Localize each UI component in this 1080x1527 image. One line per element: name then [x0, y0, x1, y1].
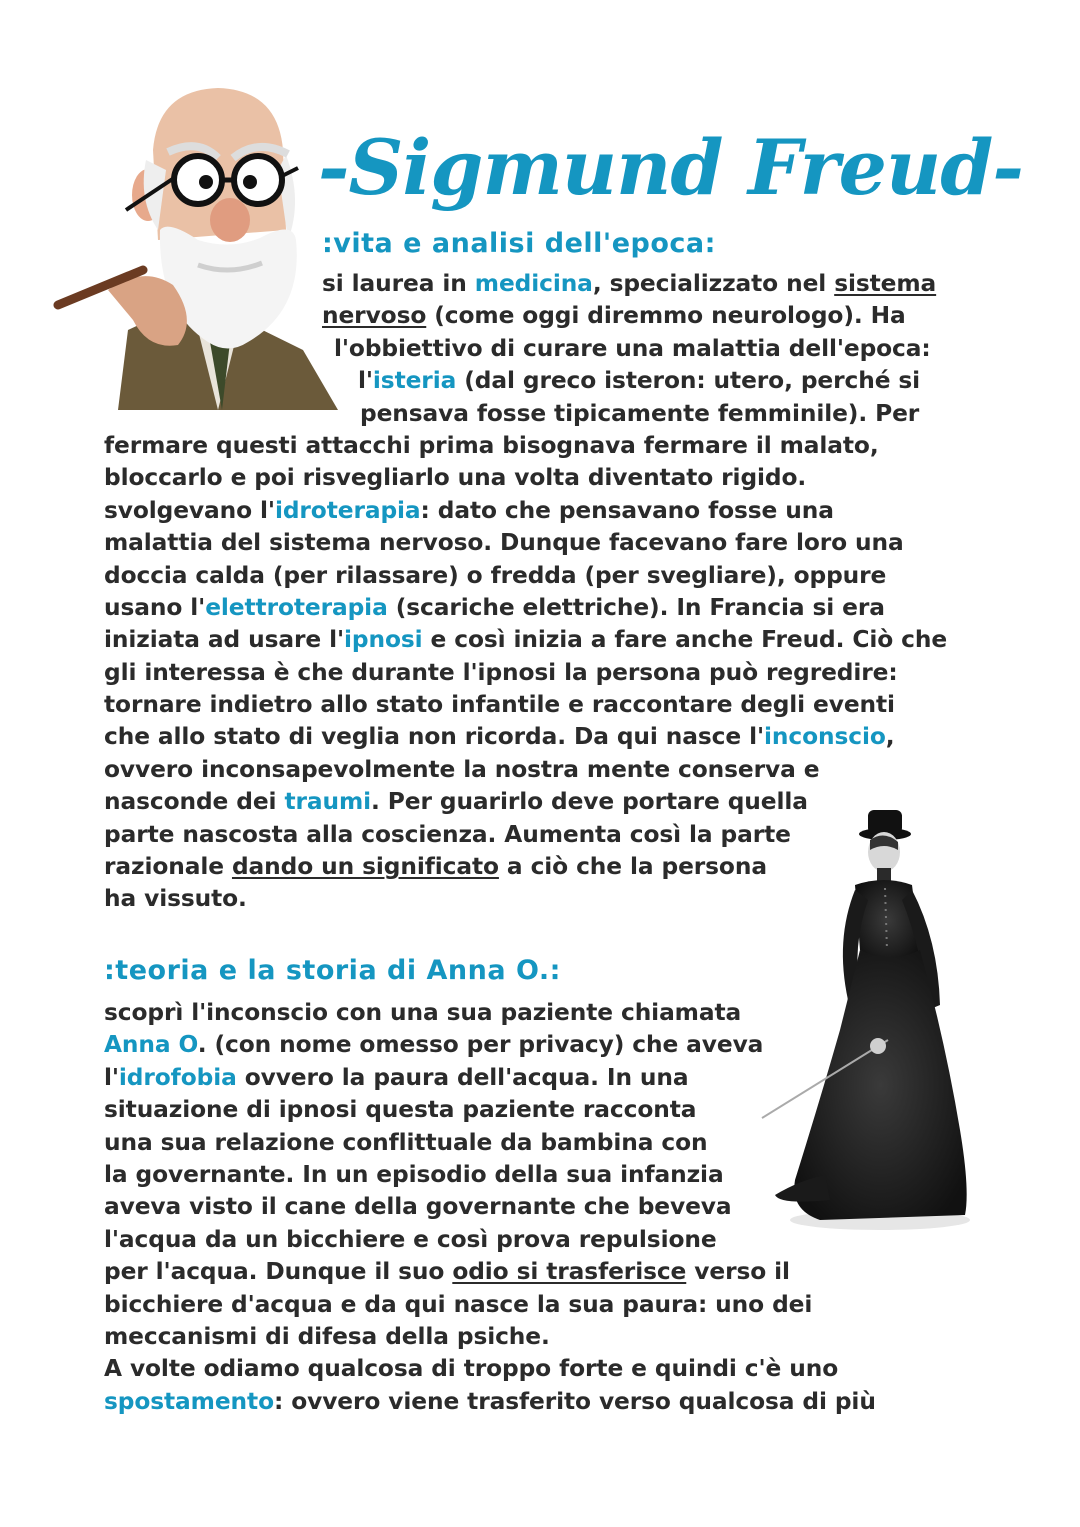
- section-heading-vita: :vita e analisi dell'epoca:: [322, 228, 716, 259]
- highlighted-term: medicina: [474, 270, 593, 297]
- text-segment: (dal greco isteron: utero, perché si: [456, 367, 921, 395]
- text-segment: A volte odiamo qualcosa di troppo forte e quindi c'è uno: [104, 1355, 839, 1383]
- text-segment: tornare indietro allo stato infantile e raccontare degli eventi: [104, 691, 895, 719]
- text-segment: (come oggi diremmo neurologo). Ha: [426, 302, 906, 330]
- text-segment: ovvero la paura dell'acqua. In una: [236, 1063, 689, 1091]
- text-line: [104, 1321, 1024, 1353]
- text-segment: fermare questi attacchi prima bisognava fermare il malato,: [104, 431, 879, 459]
- text-segment: che allo stato di veglia non ricorda. Da qui nasce l': [104, 723, 764, 751]
- text-segment: a ciò che la persona: [498, 853, 767, 881]
- text-segment: meccanismi di difesa della psiche.: [104, 1322, 550, 1350]
- highlighted-term: idroterapia: [274, 496, 421, 524]
- text-segment: usano l': [104, 593, 206, 621]
- text-line: [0, 365, 1080, 397]
- text-segment: pensava fosse tipicamente femminile). Per: [360, 399, 920, 427]
- text-line: [104, 1029, 1024, 1061]
- text-segment: : dato che pensavano fosse una: [420, 496, 834, 524]
- text-line: [104, 1353, 1024, 1385]
- page-title: -Sigmund Freud-: [318, 123, 1023, 212]
- text-line: [104, 1386, 1024, 1418]
- text-segment: l': [104, 1063, 119, 1091]
- underlined-phrase: sistema: [834, 270, 937, 297]
- text-segment: ovvero inconsapevolmente la nostra mente conserva e: [104, 755, 820, 783]
- section-body-anna: [104, 997, 1024, 1418]
- text-line: [104, 1127, 1024, 1159]
- highlighted-term: inconscio: [764, 723, 886, 751]
- text-segment: , specializzato nel: [592, 270, 835, 297]
- text-segment: (scariche elettriche). In Francia si era: [387, 593, 885, 621]
- text-segment: . Per guarirlo deve portare quella: [371, 788, 808, 816]
- underlined-phrase: dando un significato: [231, 853, 499, 881]
- text-segment: bicchiere d'acqua e da qui nasce la sua paura: uno dei: [104, 1290, 813, 1318]
- text-segment: aveva visto il cane della governante che beveva: [104, 1193, 732, 1221]
- text-segment: : ovvero viene trasferito verso qualcosa di più: [273, 1387, 876, 1415]
- underlined-phrase: nervoso: [322, 302, 427, 330]
- text-line: [0, 527, 1080, 559]
- text-segment: iniziata ad usare l': [104, 626, 344, 654]
- text-segment: si laurea in: [322, 270, 475, 297]
- text-line: [104, 1256, 1024, 1288]
- text-line: [104, 1094, 1024, 1126]
- text-segment: ,: [885, 723, 895, 751]
- text-segment: per l'acqua. Dunque il suo: [104, 1258, 453, 1286]
- text-segment: situazione di ipnosi questa paziente racconta: [104, 1096, 697, 1124]
- text-line: [104, 1062, 1024, 1094]
- text-segment: razionale: [104, 853, 232, 881]
- text-segment: nasconde dei: [104, 788, 285, 816]
- text-line: [0, 268, 1080, 300]
- text-line: [0, 624, 1080, 656]
- highlighted-term: spostamento: [104, 1387, 274, 1415]
- highlighted-term: isteria: [372, 367, 457, 395]
- text-segment: scoprì l'inconscio con una sua paziente chiamata: [104, 999, 742, 1026]
- highlighted-term: ipnosi: [344, 626, 423, 654]
- text-line: [104, 1224, 1024, 1256]
- text-line: [0, 398, 1080, 430]
- text-line: [0, 560, 1080, 592]
- text-segment: e così inizia a fare anche Freud. Ciò che: [422, 626, 948, 654]
- text-line: [0, 689, 1080, 721]
- text-line: [0, 754, 1080, 786]
- text-segment: . (con nome omesso per privacy) che aveva: [197, 1031, 764, 1059]
- text-segment: ha vissuto.: [104, 885, 247, 913]
- text-line: [104, 997, 1024, 1029]
- text-segment: parte nascosta alla coscienza. Aumenta così la parte: [104, 820, 791, 848]
- text-line: [0, 430, 1080, 462]
- text-line: [0, 495, 1080, 527]
- text-segment: malattia del sistema nervoso. Dunque facevano fare loro una: [104, 529, 904, 557]
- text-line: [104, 1289, 1024, 1321]
- text-segment: la governante. In un episodio della sua infanzia: [104, 1160, 724, 1188]
- text-line: [0, 333, 1080, 365]
- text-segment: doccia calda (per rilassare) o fredda (per svegliare), oppure: [104, 561, 887, 589]
- text-line: [104, 1159, 1024, 1191]
- highlighted-term: Anna O: [104, 1031, 198, 1059]
- text-line: [0, 721, 1080, 753]
- section-heading-anna: :teoria e la storia di Anna O.:: [104, 955, 561, 986]
- text-line: [0, 300, 1080, 332]
- text-segment: bloccarlo e poi risvegliarlo una volta diventato rigido.: [104, 464, 807, 492]
- underlined-phrase: odio si trasferisce: [452, 1258, 687, 1286]
- text-segment: svolgevano l': [104, 496, 275, 524]
- text-line: [0, 462, 1080, 494]
- highlighted-term: traumi: [284, 788, 372, 816]
- text-segment: l'acqua da un bicchiere e così prova repulsione: [104, 1225, 717, 1253]
- text-segment: una sua relazione conflittuale da bambina con: [104, 1128, 708, 1156]
- text-segment: l'obbiettivo di curare una malattia dell'epoca:: [334, 334, 931, 362]
- text-segment: verso il: [686, 1258, 790, 1286]
- highlighted-term: idrofobia: [118, 1063, 237, 1091]
- text-line: [0, 592, 1080, 624]
- text-line: [0, 657, 1080, 689]
- text-segment: gli interessa è che durante l'ipnosi la persona può regredire:: [104, 658, 898, 686]
- text-segment: l': [358, 367, 373, 395]
- highlighted-term: elettroterapia: [205, 593, 388, 621]
- text-line: [104, 1191, 1024, 1223]
